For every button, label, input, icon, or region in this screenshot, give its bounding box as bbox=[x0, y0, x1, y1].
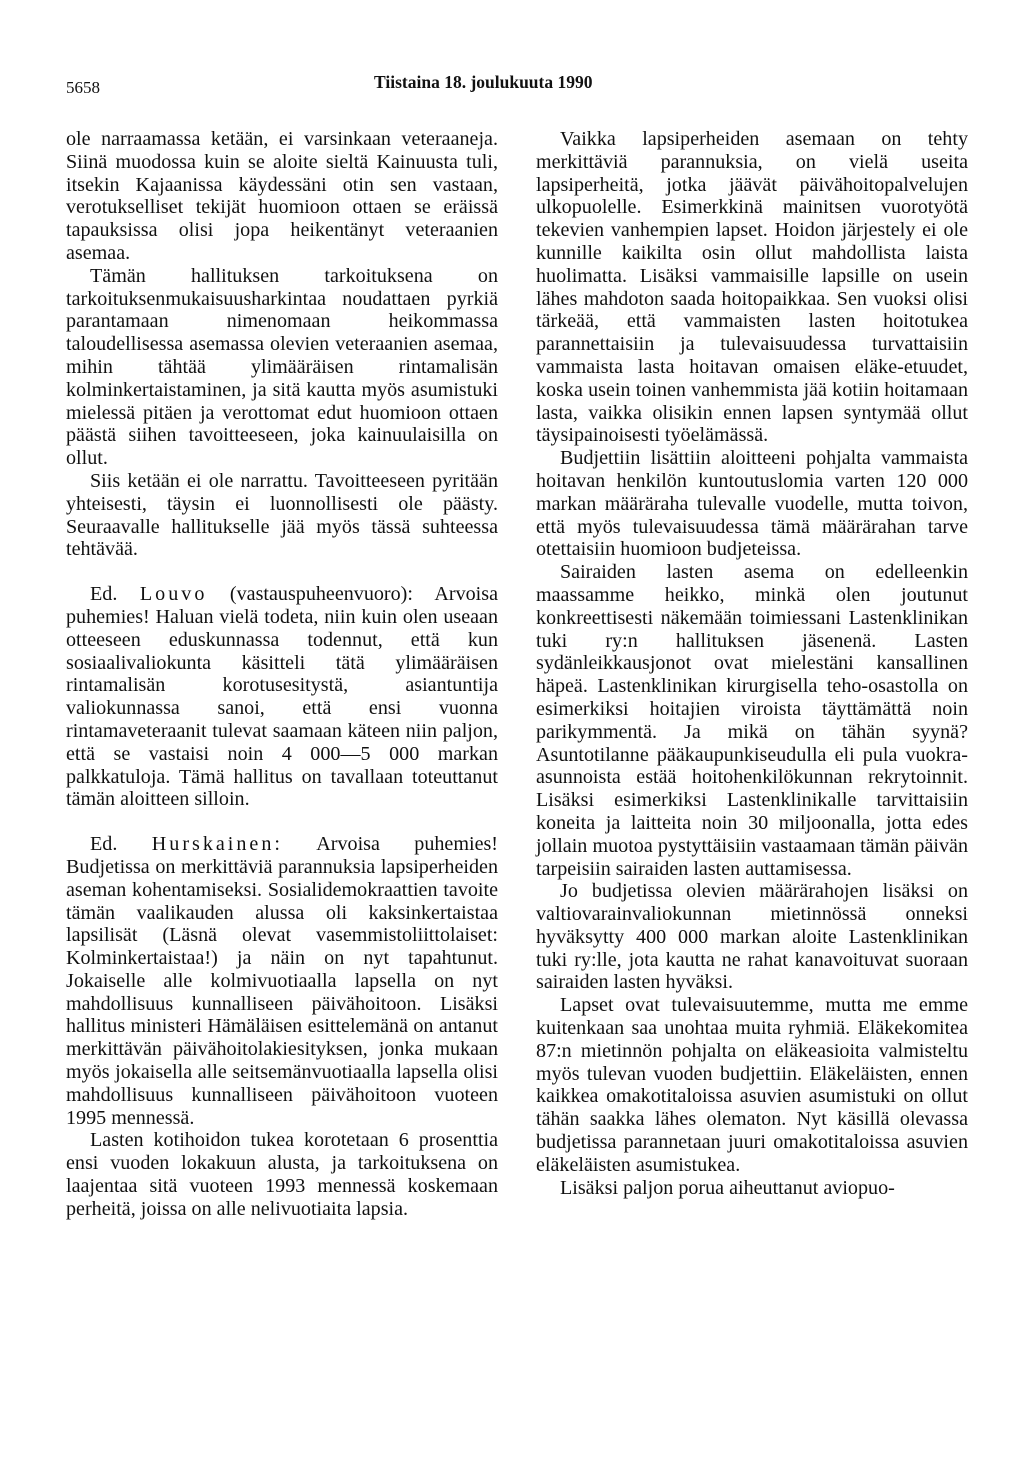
right-column bbox=[536, 128, 968, 1199]
speaker-name: Hurskainen: bbox=[151, 833, 283, 856]
page-number: 5658 bbox=[66, 78, 100, 97]
paragraph: Tämän hallituksen tarkoituksena on tarkoituksenmukaisuusharkintaa noudattaen pyrkiä parantamaan nimenomaan heikommassa taloudellisessa asemassa olevien veteraanien asemaa, mihin tähtää ylimääräisen rintamalisän kolminkertaistaminen, ja sitä kautta myös asumistuki mielessä pitäen ja verottomat edut huomioon ottaen päästä siihen tavoitteeseen, joka kainuulaisilla on ollut. bbox=[66, 264, 498, 470]
paragraph: Siis ketään ei ole narrattu. Tavoitteeseen pyritään yhteisesti, täysin ei luonnollisesti ole päästy. Seuraavalle hallitukselle jää myös tässä suhteessa tehtävää. bbox=[66, 469, 498, 561]
paragraph: Lasten kotihoidon tukea korotetaan 6 prosenttia ensi vuoden lokakuun alusta, ja tarkoituksena on laajentaa sitä vuoteen 1993 mennessä koskemaan perheitä, joissa on alle nelivuotiaita lapsia. bbox=[66, 1129, 498, 1220]
paragraph: Lapset ovat tulevaisuutemme, mutta me emme kuitenkaan saa unohtaa muita ryhmiä. Eläkekomitea 87:n mietinnön pohjalta on eläkeasioita valmisteltu myös tulevan vuoden budjettiin. Eläkeläisten, ennen kaikkea omakotitaloissa asuvien asumistuki on ollut tähän saakka lähes olematon. Nyt käsillä olevassa budjetissa parannetaan juuri omakotitaloissa asuvien eläkeläisten asumistukea. bbox=[536, 994, 968, 1176]
page-header bbox=[66, 70, 970, 100]
paragraph: Sairaiden lasten asema on edelleenkin maassamme heikko, minkä olen joutunut konkreettisesti näkemään toimiessani Lastenklinikan tuki ry:n hallituksen jäsenenä. Lasten sydänleikkausjonot ovat mielestäni kansallinen häpeä. Lastenklinikan kirurgisella teho-osastolla on esimerkiksi hoitajien viroista täyttämättä noin parikymmentä. Ja mikä on tähän syynä? Asuntotilanne pääkaupunkiseudulla eli pula vuokra-asunnoista estää hoitohenkilökunnan rekrytoinnit. Lisäksi esimerkiksi Lastenklinikalle tarvittaisiin koneita ja laitteita noin 30 miljoonalla, jotta edes jollain muotoa pystyttäisiin vastaamaan tämän päivän tarpeisiin sairaiden lasten auttamisessa. bbox=[536, 561, 968, 880]
paragraph: Lisäksi paljon porua aiheuttanut aviopuo- bbox=[560, 1176, 895, 1199]
speech-text: (vastauspuheenvuoro): Arvoisa puhemies! Haluan vielä todeta, niin kuin olen useaan otteeseen eduskunnassa todennut, että kun sosiaalivaliokunta käsitteli tätä ylimääräisen rintamalisän korotusesitystä, asiantuntija valiokunnassa sanoi, että ensi vuonna rintamaveteraanit tulevat saamaan käteen niin paljon, että se vastaisi noin 4 000—5 000 markan palkkatuloja. Tämä hallitus on tavallaan toteuttanut tämän aloitteen silloin. bbox=[66, 583, 498, 811]
speech-text: Arvoisa puhemies! Budjetissa on merkittäviä parannuksia lapsiperheiden aseman kohentamiseksi. Sosialidemokraattien tavoite tämän vaalikauden alussa oli kaksinkertaistaa lapsilisät (Läsnä olevat vasemmistoliittolaiset: Kolminkertaistaa!) ja näin on nyt tapahtunut. Jokaiselle alle kolmivuotiaalla lapsella on nyt mahdollisuus kunnalliseen päivähoitoon. Lisäksi hallitus ministeri Hämäläisen esittelemänä on antanut merkittävän päivähoitolakiesityksen, jonka mukaan myös jokaisella alle seitsemänvuotiaalla lapsella olisi mahdollisuus kunnalliseen päivähoitoon vuoteen 1995 mennessä. bbox=[66, 833, 498, 1129]
paragraph: Jo budjetissa olevien määrärahojen lisäksi on valtiovarainvaliokunnan mietinnössä onneksi hyväksytty 400 000 markan aloite Lastenklinikan tuki ry:lle, jota kautta ne rahat kanavoituvat suoraan sairaiden lasten hyväksi. bbox=[536, 880, 968, 994]
left-column bbox=[66, 128, 498, 1221]
paragraph: ole narraamassa ketään, ei varsinkaan veteraaneja. Siinä muodossa kuin se aloite sieltä Kainuusta tuli, itsekin Kajaanissa käydessäni otin sen vastaan, verotukselliset tekijät huomioon ottaen se eräissä tapauksissa olisi jopa heikentänyt veteraanien asemaa. bbox=[66, 128, 498, 264]
speech-louvo bbox=[66, 583, 498, 811]
speech-hurskainen bbox=[66, 833, 498, 1129]
speaker-name: Louvo bbox=[139, 583, 208, 606]
header-date: Tiistaina 18. joulukuuta 1990 bbox=[374, 72, 593, 92]
paragraph: Vaikka lapsiperheiden asemaan on tehty merkittäviä parannuksia, on vielä useita lapsiperheitä, jotka jäävät päivähoitopalvelujen ulkopuolelle. Esimerkkinä mainitsen vuorotyötä tekevien vanhempien lapset. Hoidon järjestely ei ole kunnille kaikilta osin ollut mahdollista laista huolimatta. Lisäksi vammaisille lapsille on usein lähes mahdoton saada hoitopaikkaa. Sen vuoksi olisi tärkeää, että vammaisten lasten hoitotukea parannettaisiin ja tulevaisuudessa turvattaisiin vammaista lasta hoitavan omaisen eläke-etuudet, koska usein toinen vanhemmista jää kotiin hoitamaan lasta, vaikka olisikin ennen lapsen syntymää ollut täysipainoisesti työelämässä. bbox=[536, 128, 968, 447]
paragraph: Budjettiin lisättiin aloitteeni pohjalta vammaista hoitavan henkilön kuntoutuslomia varten 120 000 markan määräraha tulevalle vuodelle, mutta toivon, että myös tulevaisuudessa tämä määrärahan tarve otettaisiin huomioon budjeteissa. bbox=[536, 447, 968, 561]
speaker-prefix: Ed. bbox=[90, 583, 118, 606]
speaker-prefix: Ed. bbox=[90, 833, 118, 856]
